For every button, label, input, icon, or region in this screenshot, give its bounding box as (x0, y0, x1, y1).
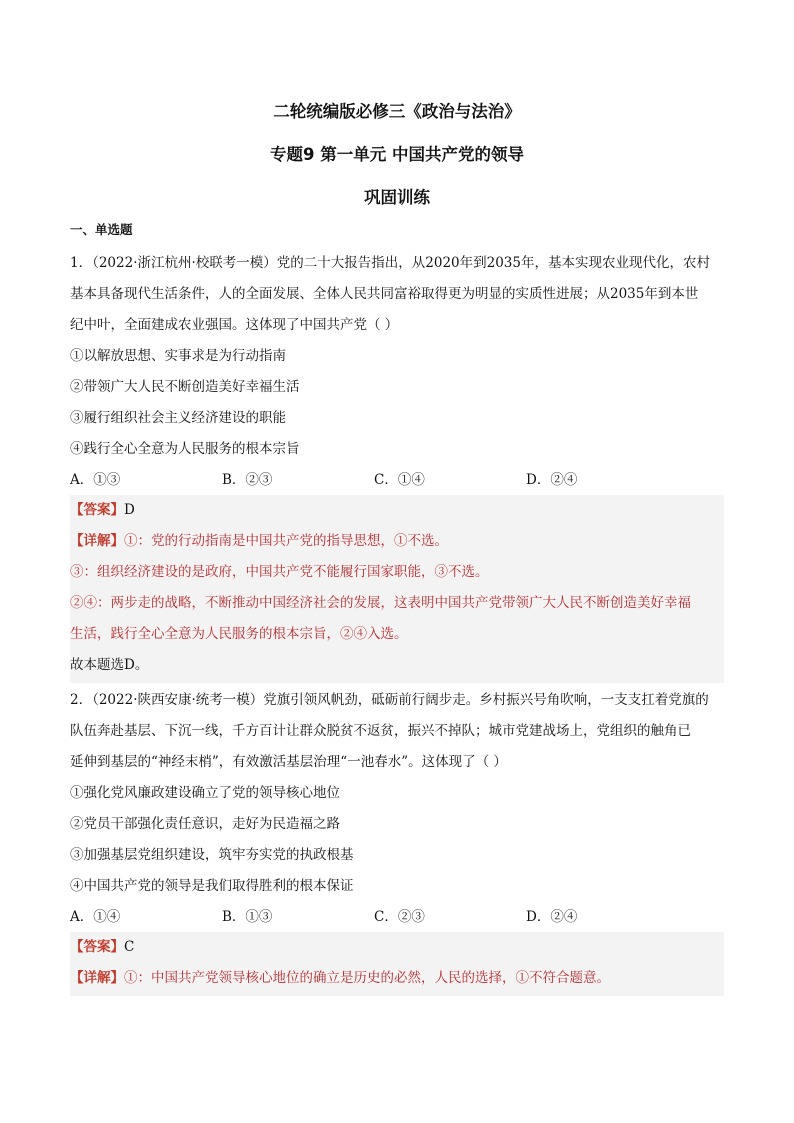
answer-value: D (124, 502, 135, 518)
question-option: ②党员干部强化责任意识，走好为民造福之路 (70, 816, 340, 832)
detail-line: ③：组织经济建设的是政府，中国共产党不能履行国家职能，③不选。 (70, 564, 489, 580)
document-page (70, 100, 724, 996)
question-stem-line: 基本具备现代生活条件，人的全面发展、全体人民共同富裕取得更为明显的实质性进展；从2035年到本世 (70, 286, 699, 302)
section-title: 一、单选题 (70, 222, 133, 237)
question-2 (70, 685, 724, 996)
choice-a: A．①③ (70, 472, 121, 488)
choice-d: D．②④ (526, 909, 578, 925)
detail-conclusion: 故本题选D。 (70, 657, 149, 673)
detail-text: ①：中国共产党领导核心地位的确立是历史的必然，人民的选择，①不符合题意。 (124, 970, 610, 986)
detail-tag: 【详解】 (70, 533, 124, 549)
detail-line: 生活，践行全心全意为人民服务的根本宗旨，②④入选。 (70, 626, 408, 642)
answer-tag: 【答案】 (70, 939, 124, 955)
question-stem-line: 1．（2022·浙江杭州·校联考一模）党的二十大报告指出，从2020年到2035年，基本实现农业现代化，农村 (70, 255, 710, 271)
answer-choices (70, 465, 724, 495)
answer-value: C (124, 939, 135, 955)
detail-text: ①：党的行动指南是中国共产党的指导思想，①不选。 (124, 533, 448, 549)
question-1 (70, 248, 724, 683)
document-title: 二轮统编版必修三《政治与法治》 (273, 102, 521, 121)
answer-line (70, 932, 724, 963)
answer-box (70, 932, 724, 996)
detail-tag: 【详解】 (70, 970, 124, 986)
choice-b: B．②③ (222, 472, 273, 488)
question-option: ④践行全心全意为人民服务的根本宗旨 (70, 441, 300, 457)
detail-line: ②④：两步走的战略，不断推动中国经济社会的发展，这表明中国共产党带领广大人民不断创造美好幸福 (70, 595, 691, 611)
question-option: ②带领广大人民不断创造美好幸福生活 (70, 379, 300, 395)
question-stem-line: 延伸到基层的“神经末梢”，有效激活基层治理“一池春水”。这体现了（ ） (70, 754, 507, 770)
answer-tag: 【答案】 (70, 502, 124, 518)
choice-d: D．②④ (526, 472, 578, 488)
document-section-heading: 巩固训练 (364, 188, 430, 207)
question-stem-line: 队伍奔赴基层、下沉一线，千方百计让群众脱贫不返贫，振兴不掉队；城市党建战场上，党组织的触角已 (70, 723, 691, 739)
choice-c: C．①④ (374, 472, 425, 488)
choice-b: B．①③ (222, 909, 273, 925)
choice-a: A．①④ (70, 909, 121, 925)
document-subtitle: 专题9 第一单元 中国共产党的领导 (270, 145, 524, 164)
detail-line (70, 963, 724, 994)
question-option: ③加强基层党组织建设，筑牢夯实党的执政根基 (70, 847, 354, 863)
question-option: ④中国共产党的领导是我们取得胜利的根本保证 (70, 878, 354, 894)
question-option: ③履行组织社会主义经济建设的职能 (70, 410, 286, 426)
choice-c: C．②③ (374, 909, 425, 925)
question-option: ①以解放思想、实事求是为行动指南 (70, 348, 286, 364)
answer-line (70, 495, 724, 526)
question-stem-line: 2．（2022·陕西安康·统考一模）党旗引领风帆劲，砥砺前行阔步走。乡村振兴号角吹响，一支支扛着党旗的 (70, 692, 709, 708)
detail-line (70, 526, 724, 557)
answer-choices (70, 902, 724, 932)
question-option: ①强化党风廉政建设确立了党的领导核心地位 (70, 785, 340, 801)
answer-box (70, 495, 724, 683)
question-stem-line: 纪中叶，全面建成农业强国。这体现了中国共产党（ ） (70, 317, 399, 333)
